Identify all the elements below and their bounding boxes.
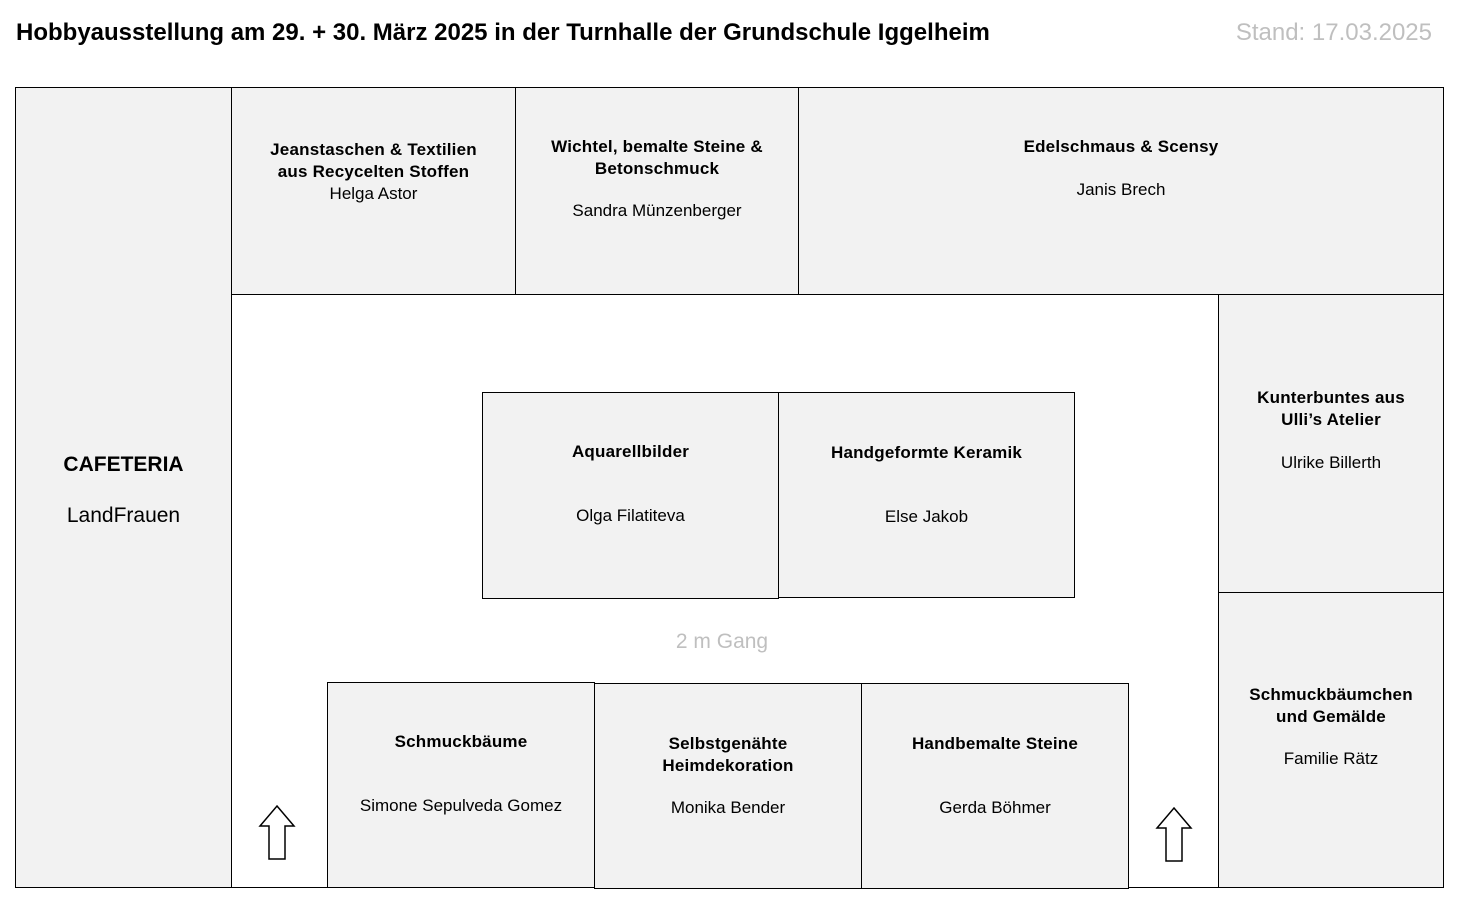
aisle-label: 2 m Gang [675,630,769,653]
booth-jeanstaschen [231,87,516,295]
status-date: Stand: 17.03.2025 [1235,19,1432,46]
booth-heimdeko [594,683,862,889]
booth-steine [861,683,1129,889]
booth-exhibitor: Simone Sepulveda Gomez [359,796,563,815]
booth-exhibitor: Olga Filatiteva [576,506,685,525]
booth-exhibitor: Monika Bender [670,798,786,817]
booth-exhibitor: Familie Rätz [1283,749,1379,768]
booth-title-line2: und Gemälde [1276,707,1386,726]
booth-title: Wichtel, bemalte Steine & [551,137,763,156]
booth-title: Kunterbuntes aus [1257,388,1405,407]
page-title: Hobbyausstellung am 29. + 30. März 2025 in der Turnhalle der Grundschule Iggelheim [16,19,990,46]
booth-title: Schmuckbäume [394,732,528,751]
booth-cafeteria [15,87,232,888]
booth-title: Jeanstaschen & Textilien [270,140,477,159]
booth-title: CAFETERIA [63,453,184,476]
booth-aquarell [482,392,779,599]
booth-exhibitor: Janis Brech [1076,180,1166,199]
booth-title: Edelschmaus & Scensy [1023,137,1219,156]
booth-edelschmaus [798,87,1444,295]
booth-title-line2: Heimdekoration [662,756,794,775]
booth-exhibitor: LandFrauen [66,504,181,527]
arrow-up-icon [1154,806,1194,864]
booth-exhibitor: Ulrike Billerth [1280,453,1382,472]
arrow-up-icon [257,804,297,862]
booth-exhibitor: Gerda Böhmer [939,798,1051,817]
booth-keramik [778,392,1075,598]
booth-exhibitor: Helga Astor [329,184,418,203]
booth-exhibitor: Sandra Münzenberger [572,201,742,220]
booth-title: Selbstgenähte [668,734,788,753]
booth-title-line2: aus Recycelten Stoffen [277,162,470,181]
booth-kunterbuntes [1218,294,1444,593]
booth-wichtel [515,87,799,295]
booth-schmuckbaeume [327,682,595,888]
booth-title: Aquarellbilder [571,442,690,461]
booth-title: Schmuckbäumchen [1249,685,1413,704]
booth-title-line2: Betonschmuck [594,159,720,178]
booth-title: Handgeformte Keramik [830,443,1023,462]
booth-title: Handbemalte Steine [911,734,1079,753]
booth-schmuckbaeumchen [1218,592,1444,888]
booth-title-line2: Ulli’s Atelier [1281,410,1381,429]
booth-exhibitor: Else Jakob [884,507,969,526]
